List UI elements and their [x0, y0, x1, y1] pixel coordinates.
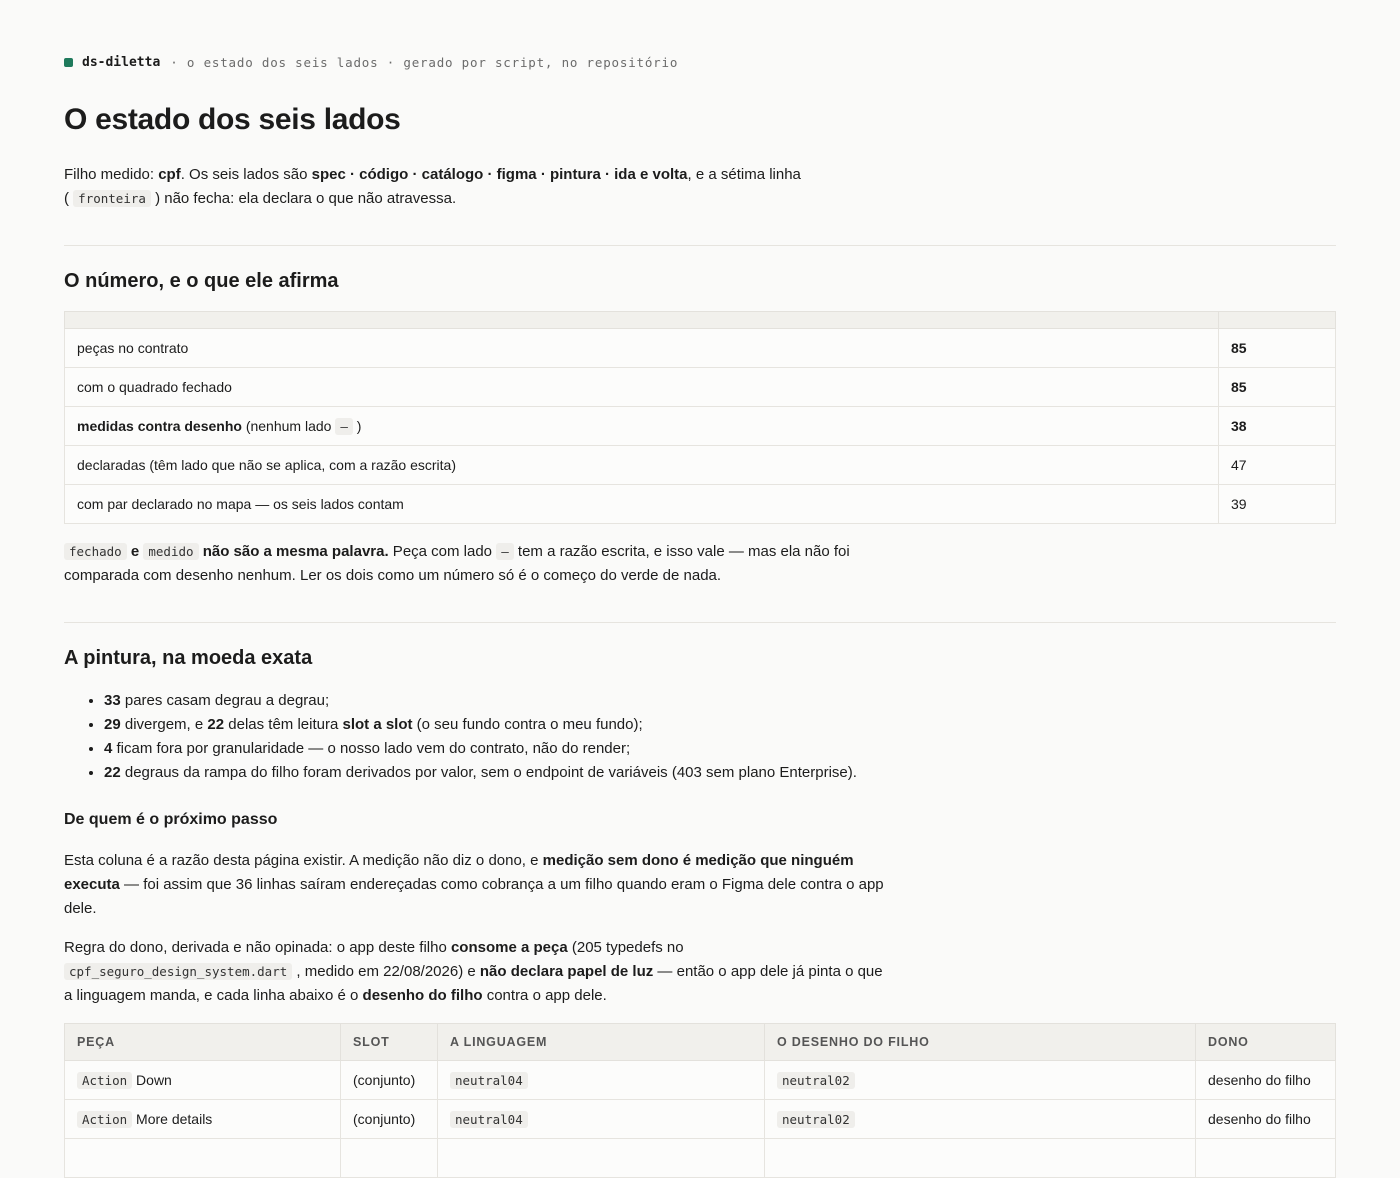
metrics-header-row: [65, 312, 1336, 329]
table-row: [65, 1100, 1336, 1139]
metric-label: com par declarado no mapa — os seis lados contam: [65, 485, 1219, 524]
table-row: [65, 368, 1336, 407]
frontier-code: fronteira: [73, 190, 151, 207]
piece-cell: Action Down: [65, 1061, 341, 1100]
drawing-cell: neutral02: [765, 1100, 1196, 1139]
word-code: medido: [143, 543, 198, 560]
language-cell: neutral04: [438, 1100, 765, 1139]
section-heading-number: O número, e o que ele afirma: [64, 270, 339, 292]
table-row: [65, 1139, 1336, 1178]
drawing-cell: neutral02: [765, 1061, 1196, 1100]
column-header[interactable]: PEÇA: [65, 1024, 341, 1061]
pieces-header-row: [65, 1024, 1336, 1061]
page-title: O estado dos seis lados: [64, 103, 401, 136]
table-row: [65, 407, 1336, 446]
sides-list: spec · código · catálogo · figma · pintura · ida e volta: [311, 166, 688, 183]
metric-label: declaradas (têm lado que não se aplica, com a razão escrita): [65, 446, 1219, 485]
divider: [64, 245, 1336, 246]
brand-name[interactable]: ds-diletta: [82, 55, 161, 70]
section-heading-paint: A pintura, na moeda exata: [64, 647, 313, 669]
list-item: • 22 degraus da rampa do filho foram derivados por valor, sem o endpoint de variáveis (403 sem plano Enterprise).: [104, 761, 857, 785]
list-item: • 33 pares casam degrau a degrau;: [104, 689, 857, 713]
metrics-table: [64, 311, 1336, 524]
column-header[interactable]: SLOT: [341, 1024, 438, 1061]
metric-value: 38: [1219, 407, 1336, 446]
metric-label: peças no contrato: [65, 329, 1219, 368]
list-item: • 29 divergem, e 22 delas têm leitura slot a slot (o seu fundo contra o meu fundo);: [104, 713, 857, 737]
subheading-owner: De quem é o próximo passo: [64, 811, 278, 828]
owner-cell: desenho do filho: [1196, 1100, 1336, 1139]
list-item: • 4 ficam fora por granularidade — o nosso lado vem do contrato, não do render;: [104, 737, 857, 761]
divider: [64, 622, 1336, 623]
brand-square-icon: [64, 58, 73, 67]
column-header[interactable]: A LINGUAGEM: [438, 1024, 765, 1061]
slot-cell: (conjunto): [341, 1061, 438, 1100]
owner-cell: desenho do filho: [1196, 1061, 1336, 1100]
piece-code: Action: [77, 1111, 132, 1128]
metric-value: 47: [1219, 446, 1336, 485]
piece-cell: Action More details: [65, 1100, 341, 1139]
child-name: cpf: [158, 166, 181, 183]
top-breadcrumb: [64, 55, 678, 70]
table-row: [65, 329, 1336, 368]
breadcrumb-text: · o estado dos seis lados · gerado por script, no repositório: [170, 55, 679, 70]
file-code: cpf_seguro_design_system.dart: [64, 963, 292, 980]
metric-value: 85: [1219, 368, 1336, 407]
metric-value: 85: [1219, 329, 1336, 368]
piece-code: Action: [77, 1072, 132, 1089]
word-code: fechado: [64, 543, 127, 560]
metric-label: medidas contra desenho (nenhum lado — ): [65, 407, 1219, 446]
intro-paragraph: Filho medido: cpf. Os seis lados são spec · código · catálogo · figma · pintura · ida e volta, e a sétima linha ( fronteira ) não fecha: ela declara o que não atravessa.: [64, 166, 801, 207]
pieces-table: [64, 1023, 1336, 1178]
owner-paragraph-1: Esta coluna é a razão desta página existir. A medição não diz o dono, e medição sem dono é medição que ninguém executa — foi assim que 36 linhas saíram endereçadas como cobrança a um filho quando eram o Figma dele contra o app dele.: [64, 852, 884, 917]
metrics-note: fechado e medido não são a mesma palavra. Peça com lado — tem a razão escrita, e isso vale — mas ela não foi comparada com desenho nenhum. Ler os dois como um número só é o começo do verde de nada.: [64, 543, 850, 584]
column-header[interactable]: DONO: [1196, 1024, 1336, 1061]
slot-cell: (conjunto): [341, 1100, 438, 1139]
table-row: [65, 485, 1336, 524]
dash-code: —: [496, 543, 514, 560]
metric-value: 39: [1219, 485, 1336, 524]
dash-code: —: [335, 418, 353, 435]
metric-label: com o quadrado fechado: [65, 368, 1219, 407]
column-header[interactable]: O DESENHO DO FILHO: [765, 1024, 1196, 1061]
paint-facts-list: [64, 689, 857, 785]
table-row: [65, 1061, 1336, 1100]
owner-paragraph-2: Regra do dono, derivada e não opinada: o app deste filho consome a peça (205 typedefs no cpf_seguro_design_system.dart , medido em 22/08/2026) e não declara papel de luz — então o app dele já pinta o que a linguagem manda, e cada linha abaixo é o desenho do filho contra o app dele.: [64, 939, 883, 1004]
table-row: [65, 446, 1336, 485]
language-cell: neutral04: [438, 1061, 765, 1100]
